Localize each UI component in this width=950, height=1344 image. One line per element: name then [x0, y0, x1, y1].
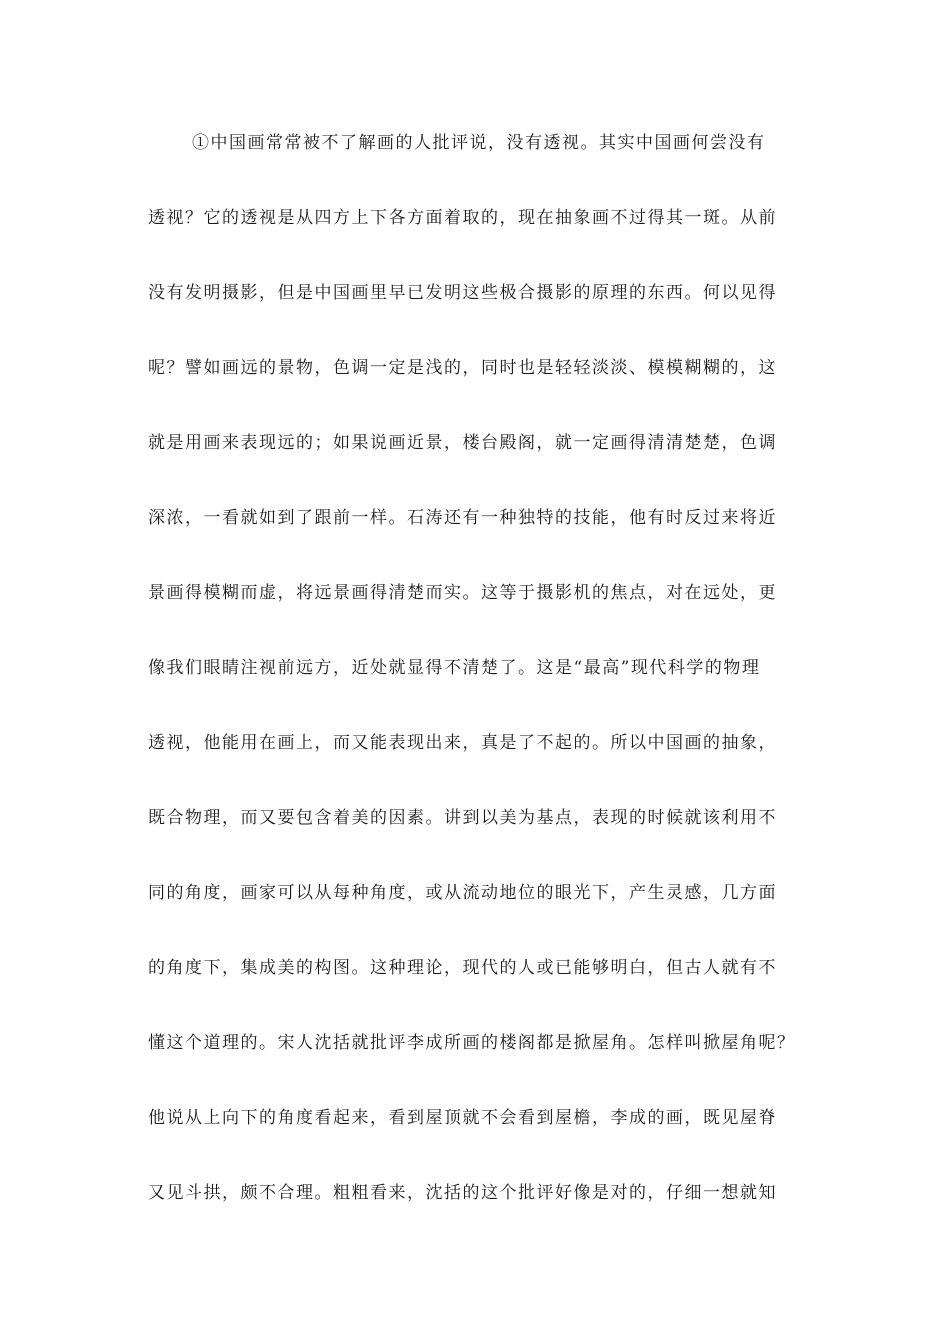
text-line: 就是用画来表现远的；如果说画近景，楼台殿阁，就一定画得清清楚楚，色调 [148, 433, 777, 453]
text-line: ①中国画常常被不了解画的人批评说，没有透视。其实中国画何尝没有 [192, 133, 766, 153]
text-line: 他说从上向下的角度看起来，看到屋顶就不会看到屋檐，李成的画，既见屋脊 [148, 1108, 777, 1128]
text-line: 景画得模糊而虚，将远景画得清楚而实。这等于摄影机的焦点，对在远处，更 [148, 583, 777, 603]
text-line: 懂这个道理的。宋人沈括就批评李成所画的楼阁都是掀屋角。怎样叫掀屋角呢？ [148, 1033, 796, 1053]
text-line: 又见斗拱，颇不合理。粗粗看来，沈括的这个批评好像是对的，仔细一想就知 [148, 1183, 777, 1203]
text-line: 透视，他能用在画上，而又能表现出来，真是了不起的。所以中国画的抽象， [148, 733, 777, 753]
text-line: 既合物理，而又要包含着美的因素。讲到以美为基点，表现的时候就该利用不 [148, 808, 777, 828]
text-line: 呢？譬如画远的景物，色调一定是浅的，同时也是轻轻淡淡、模模糊糊的，这 [148, 358, 777, 378]
text-line: 深浓，一看就如到了跟前一样。石涛还有一种独特的技能，他有时反过来将近 [148, 508, 777, 528]
body-paragraph [148, 128, 808, 1253]
text-line: 像我们眼睛注视前远方，近处就显得不清楚了。这是“最高”现代科学的物理 [148, 658, 761, 678]
text-line: 透视？它的透视是从四方上下各方面着取的，现在抽象画不过得其一斑。从前 [148, 208, 777, 228]
text-line: 同的角度，画家可以从每种角度，或从流动地位的眼光下，产生灵感，几方面 [148, 883, 777, 903]
text-line: 的角度下，集成美的构图。这种理论，现代的人或已能够明白，但古人就有不 [148, 958, 777, 978]
text-line: 没有发明摄影，但是中国画里早已发明这些极合摄影的原理的东西。何以见得 [148, 283, 777, 303]
